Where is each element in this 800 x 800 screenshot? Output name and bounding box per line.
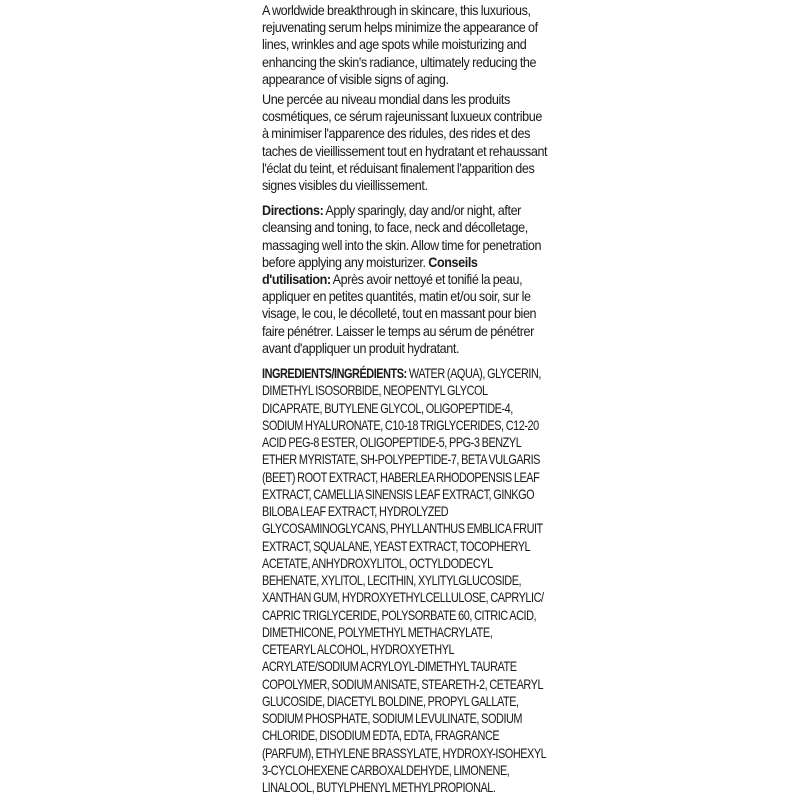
directions-text-english: Apply sparingly, day and/or night, after cleansing and toning, to face, neck and décolletage, massaging well into the skin. Allow time for penetration before applying any moisturizer.: [262, 202, 542, 270]
directions-label: Directions:: [262, 202, 324, 219]
ingredients-list: WATER (AQUA), GLYCERIN, DIMETHYL ISOSORBIDE, NEOPENTYL GLYCOL DICAPRATE, BUTYLENE GLYCOL, OLIGOPEPTIDE-4, SODIUM HYALURONATE, C10-18 TRIGLYCERIDES, C12-20 ACID PEG-8 ESTER, OLIGOPEPTIDE-5, PPG-3 BENZYL ETHER MYRISTATE, SH-POLYPEPTIDE-7, BETA VULGARIS (BEET) ROOT EXTRACT, HABERLEA RHODOPENSIS LEAF EXTRACT, CAMELLIA SINENSIS LEAF EXTRACT, GINKGO BILOBA LEAF EXTRACT, HYDROLYZED GLYCOSAMINOGLYCANS, PHYLLANTHUS EMBLICA FRUIT EXTRACT, SQUALANE, YEAST EXTRACT, TOCOPHERYL ACETATE, ANHYDROXYLITOL, OCTYLDODECYL BEHENATE, XYLITOL, LECITHIN, XYLITYLGLUCOSIDE, XANTHAN GUM, HYDROXYETHYLCELLULOSE, CAPRYLIC/ CAPRIC TRIGLYCERIDE, POLYSORBATE 60, CITRIC ACID, DIMETHICONE, POLYMETHYL METHACRYLATE, CETEARYL ALCOHOL, HYDROXYETHYL ACRYLATE/SODIUM ACRYLOYL-DIMETHYL TAURATE COPOLYMER, SODIUM ANISATE, STEARETH-2, CETEARYL GLUCOSIDE, DIACETYL BOLDINE, PROPYL GALLATE, SODIUM PHOSPHATE, SODIUM LEVULINATE, SODIUM CHLORIDE, DISODIUM EDTA, EDTA, FRAGRANCE (PARFUM), ETHYLENE BRASSYLATE, HYDROXY-ISOHEXYL 3-CYCLOHEXENE CARBOXALDEHYDE, LIMONENE, LINALOOL, BUTYLPHENYL METHYLPROPIONAL.: [262, 365, 546, 796]
directions-label-french: Conseils d'utilisation:: [262, 253, 478, 288]
description-french: Une percée au niveau mondial dans les produits cosmétiques, ce sérum rajeunissant luxueux contribue à minimiser l'apparence des ridules, des rides et des taches de vieillissement tout en hydratant et rehaussant l'éclat du teint, et réduisant finalement l'apparition des signes visibles du vieillissement.: [262, 91, 548, 194]
ingredients-section: [262, 365, 547, 796]
directions-section: [262, 202, 548, 357]
description-english: A worldwide breakthrough in skincare, this luxurious, rejuvenating serum helps minimize the appearance of lines, wrinkles and age spots while moisturizing and enhancing the skin's radiance, ultimately reducing the appearance of visible signs of aging.: [262, 2, 538, 87]
directions-text-french: Après avoir nettoyé et tonifié la peau, appliquer en petites quantités, matin et/ou soir, sur le visage, le cou, le décolleté, tout en massant pour bien faire pénétrer. Laisser le temps au sérum de pénétrer avant d'appliquer un produit hydratant.: [262, 271, 537, 356]
ingredients-label: INGREDIENTS/INGRÉDIENTS:: [262, 365, 407, 382]
product-label-text: [262, 2, 548, 796]
